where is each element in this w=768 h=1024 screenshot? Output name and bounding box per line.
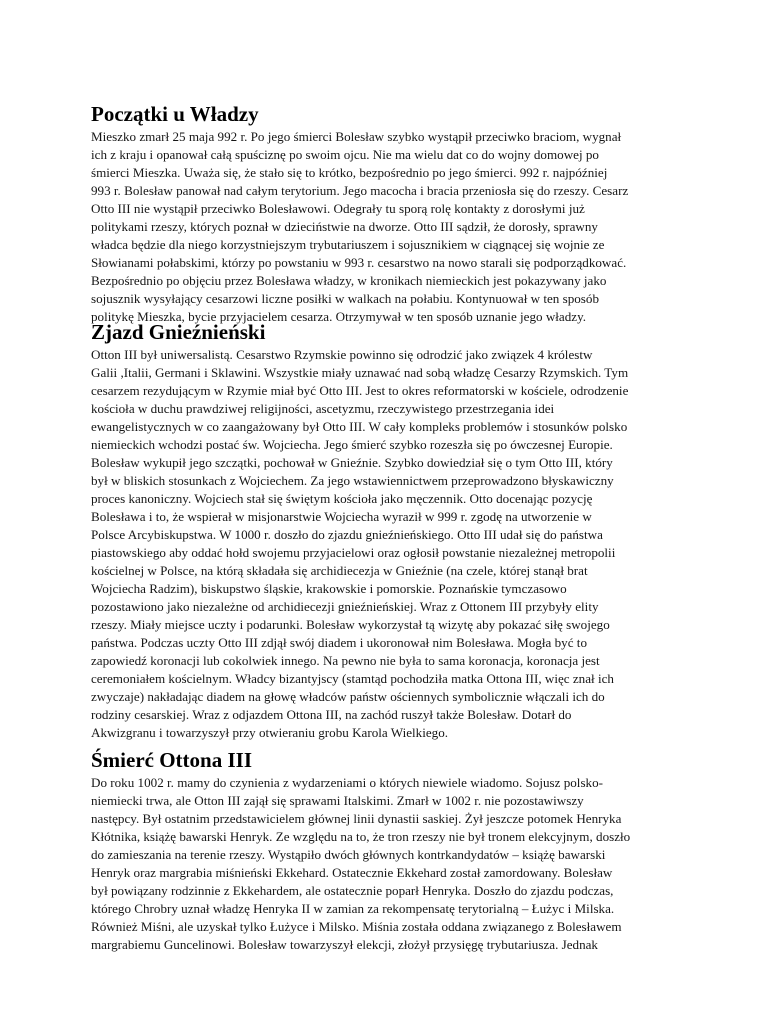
text-line: politykami rzeszy, których poznał w dzieciństwie na dworze. Otto III sądził, że dorosły, sprawny: [91, 219, 598, 234]
text-line: Do roku 1002 r. mamy do czynienia z wydarzeniami o których niewiele wiadomo. Sojusz polsko-: [91, 775, 603, 790]
text-line: Otton III był uniwersalistą. Cesarstwo Rzymskie powinno się odrodzić jako związek 4 królestw: [91, 347, 593, 362]
text-line: Bolesława i to, że wspierał w misjonarstwie Wojciecha wyraził w 999 r. zgodę na utworzenie w: [91, 509, 592, 524]
section-paragraph: [91, 346, 683, 742]
section-heading: Początki u Władzy: [91, 102, 259, 126]
section-heading: Zjazd Gnieźnieński: [91, 320, 266, 344]
section-paragraph: [91, 128, 683, 326]
text-line: był powiązany rodzinnie z Ekkehardem, ale ostatecznie poparł Henryka. Doszło do zjazdu podczas,: [91, 883, 614, 898]
text-line: był w bliskich stosunkach z Wojciechem. Za jego wstawiennictwem przeprowadzono błyskawiczny: [91, 473, 614, 488]
text-line: kościoła w duchu prawdziwej religijności, ascetyzmu, rzeczywistego przestrzegania idei: [91, 401, 555, 416]
text-line: piastowskiego aby oddać hołd swojemu przyjacielowi oraz ogłosił powstanie niezależnej metropolii: [91, 545, 616, 560]
text-line: śmierci Mieszka. Uważa się, że stało się to krótko, bezpośrednio po jego śmierci. 992 r. najpóźniej: [91, 165, 608, 180]
text-line: Bolesław wykupił jego szczątki, pochował w Gnieźnie. Szybko dowiedział się o tym Otto III, który: [91, 455, 613, 470]
text-line: ich z kraju i opanował całą spuściznę po swoim ojcu. Nie ma wielu dat co do wojny domowej po: [91, 147, 599, 162]
text-line: cesarzem rezydującym w Rzymie miał być Otto III. Jest to okres reformatorski w kościele, odrodzenie: [91, 383, 629, 398]
text-line: państwa. Podczas uczty Otto III zdjął swój diadem i ukoronował nim Bolesława. Mogła być to: [91, 635, 587, 650]
text-line: zapowiedź koronacji lub cokolwiek innego. Na pewno nie była to sama koronacja, koronacja jest: [91, 653, 600, 668]
text-line: margrabiemu Guncelinowi. Bolesław towarzyszył elekcji, złożył przysięgę trybutariusza. Jednak: [91, 937, 598, 952]
section-heading: Śmierć Ottona III: [91, 748, 252, 772]
text-line: niemieckich wchodzi postać św. Wojciecha. Jego śmierć szybko rozeszła się po ówczesnej Europie.: [91, 437, 613, 452]
text-line: władca będzie dla niego korzystniejszym trybutariuszem i sojusznikiem w ciągnącej się wojnie ze: [91, 237, 605, 252]
text-line: Również Miśni, ale uzyskał tylko Łużyce i Milsko. Miśnia została oddana związanego z Bolesławem: [91, 919, 622, 934]
text-line: Mieszko zmarł 25 maja 992 r. Po jego śmierci Bolesław szybko wystąpił przeciwko braciom, wygnał: [91, 129, 622, 144]
text-line: 993 r. Bolesław panował nad całym terytorium. Jego macocha i bracia przeniosła się do rzeszy. Cesarz: [91, 183, 629, 198]
text-line: Galii ,Italii, Germani i Sklawini. Wszystkie miały uznawać nad sobą władzę Cesarzy Rzymskich. Tym: [91, 365, 629, 380]
text-line: sojusznik wysyłający cesarzowi liczne posiłki w walkach na połabiu. Kontynuował w ten sposób: [91, 291, 599, 306]
text-line: Bezpośrednio po objęciu przez Bolesława władzy, w kronikach niemieckich jest pokazywany jako: [91, 273, 607, 288]
text-line: proces kanoniczny. Wojciech stał się świętym kościoła jako męczennik. Otto docenając pozycję: [91, 491, 593, 506]
text-line: rzeszy. Miały miejsce uczty i podarunki. Bolesław wykorzystał tą wizytę aby pokazać siłę swojego: [91, 617, 610, 632]
text-line: następcy. Był ostatnim przedstawicielem głównej linii dynastii saskiej. Żył jeszcze potomek Henryka: [91, 811, 622, 826]
text-line: ewangelistycznych w co zaangażowany był Otto III. W cały kompleks problemów i stosunków polsko: [91, 419, 628, 434]
text-line: Kłótnika, książę bawarski Henryk. Ze względu na to, że tron rzeszy nie był tronem elekcyjnym, doszło: [91, 829, 631, 844]
section-smierc-ottona-iii: [91, 746, 683, 954]
section-paragraph: [91, 774, 683, 954]
text-line: pozostawiono jako niezależne od archidiecezji gnieźnieńskiej. Wraz z Ottonem III przybyły elity: [91, 599, 599, 614]
text-line: rodziny cesarskiej. Wraz z odjazdem Ottona III, na zachód ruszył także Bolesław. Dotarł do: [91, 707, 572, 722]
section-poczatki-u-wladzy: [91, 100, 683, 326]
text-line: Henryk oraz margrabia miśnieński Ekkehard. Ostatecznie Ekkehard został zamordowany. Bolesław: [91, 865, 613, 880]
text-line: którego Chrobry uznał władzę Henryka II w zamian za rekompensatę terytorialną – Łużyc i Milska.: [91, 901, 615, 916]
text-line: kościelnej w Polsce, na którą składała się archidiecezja w Gnieźnie (na czele, której stanął brat: [91, 563, 588, 578]
text-line: Słowianami połabskimi, którzy po powstaniu w 993 r. cesarstwo na nowo starali się podporządkować.: [91, 255, 627, 270]
text-line: Otto III nie wystąpił przeciwko Bolesławowi. Odegrały tu sporą rolę kontakty z dorosłymi już: [91, 201, 585, 216]
text-line: Wojciecha Radzim), biskupstwo śląskie, krakowskie i pomorskie. Poznańskie tymczasowo: [91, 581, 567, 596]
text-line: do zamieszania na terenie rzeszy. Wystąpiło dwóch głównych kontrkandydatów – książę bawarski: [91, 847, 606, 862]
text-line: Akwizgranu i towarzyszył przy otwieraniu grobu Karola Wielkiego.: [91, 725, 449, 740]
text-line: politykę Mieszka, bycie przyjacielem cesarza. Otrzymywał w ten sposób uznanie jego władzy.: [91, 309, 587, 324]
text-line: niemiecki trwa, ale Otton III zajął się sprawami Italskimi. Zmarł w 1002 r. nie pozostawiwszy: [91, 793, 584, 808]
text-line: Polsce Arcybiskupstwa. W 1000 r. doszło do zjazdu gnieźnieńskiego. Otto III udał się do państwa: [91, 527, 603, 542]
text-line: zwyczaje) nakładając diadem na głowę władców państw ościennych symbolicznie włączali ich do: [91, 689, 605, 704]
section-zjazd-gnieznienski: [91, 318, 683, 742]
text-line: ceremoniałem kościelnym. Władcy bizantyjscy (stamtąd pochodziła matka Ottona III, więc znał ich: [91, 671, 614, 686]
